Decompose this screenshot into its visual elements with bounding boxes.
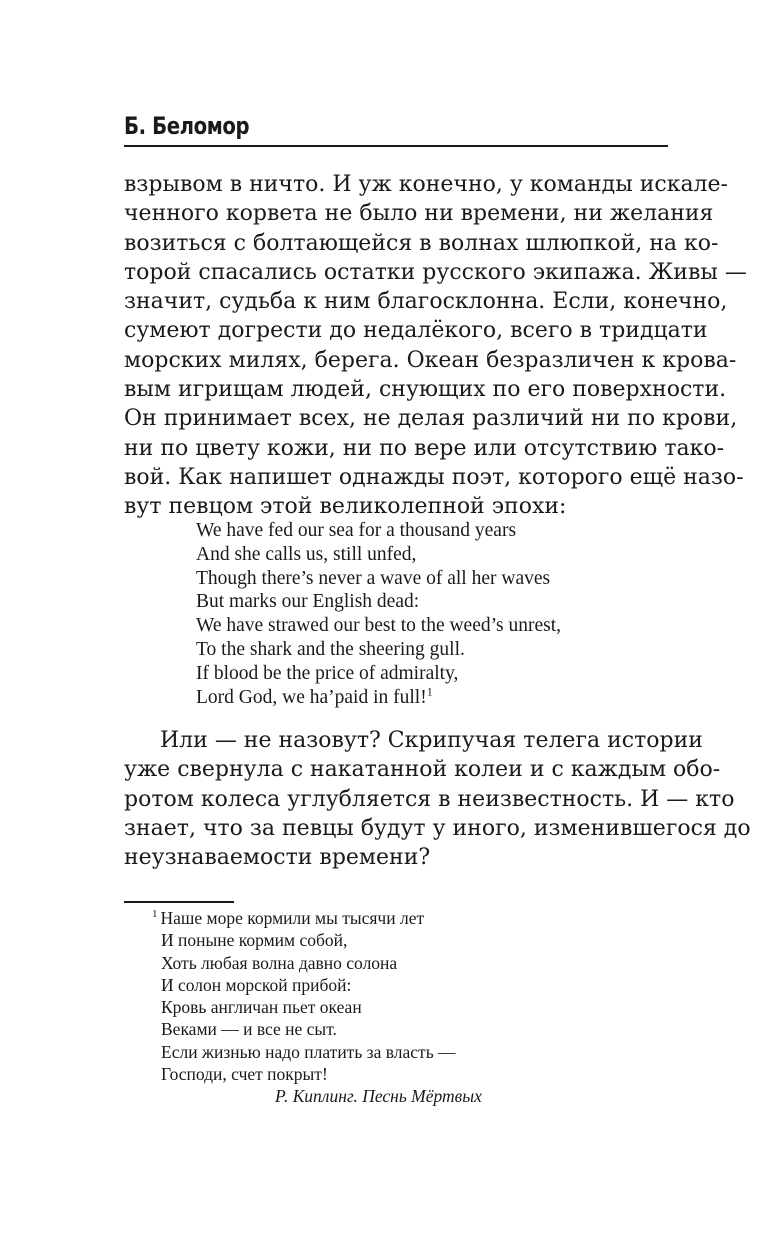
body-paragraph-2 xyxy=(124,726,751,872)
footnote-line: Господи, счет покрыт! xyxy=(161,1064,328,1085)
poem-line: Though there’s never a wave of all her waves xyxy=(196,567,551,589)
text-line: уже свернула с накатанной колеи и с каждым обо- xyxy=(124,757,721,783)
poem-line: And she calls us, still unfed, xyxy=(196,543,417,565)
text-line: вым игрищам людей, снующих по его поверхности. xyxy=(124,377,727,403)
text-line: вой. Как напишет однажды поэт, которого ещё назо- xyxy=(124,464,744,490)
text-line: неузнаваемости времени? xyxy=(124,845,431,871)
text-line: значит, судьба к ним благосклонна. Если, конечно, xyxy=(124,289,728,315)
footnote-line-text: Наше море кормили мы тысячи лет xyxy=(160,908,425,928)
running-head-author: Б. Беломор xyxy=(124,112,250,140)
poem-quote xyxy=(196,519,561,709)
footnote-line: И поныне кормим собой, xyxy=(161,930,348,951)
poem-line: We have strawed our best to the weed’s unrest, xyxy=(196,615,562,637)
text-line: ротом колеса углубляется в неизвестность. И — кто xyxy=(124,786,735,812)
footnote-line: Хоть любая волна давно солона xyxy=(161,952,398,973)
text-line: ни по цвету кожи, ни по вере или отсутствию тако- xyxy=(124,435,725,461)
poem-line: To the shark and the sheering gull. xyxy=(196,638,465,660)
footnote-marker: 1 xyxy=(152,908,158,921)
text-line: взрывом в ничто. И уж конечно, у команды искале- xyxy=(124,172,728,197)
footnote xyxy=(152,907,482,1108)
text-line: сумеют догрести до недалёкого, всего в тридцати xyxy=(124,318,708,344)
text-line: ченного корвета не было ни времени, ни желания xyxy=(124,201,714,227)
footnote-attribution: Р. Киплинг. Песнь Мёртвых xyxy=(275,1086,482,1107)
text-line: Или — не назовут? Скрипучая телега истории xyxy=(160,728,703,753)
header-rule xyxy=(124,145,668,147)
footnote-line: Если жизнью надо платить за власть — xyxy=(161,1041,456,1062)
poem-line-last xyxy=(196,686,561,710)
footnote-line: Кровь англичан пьет океан xyxy=(161,997,362,1018)
text-line: Он принимает всех, не делая различий ни по крови, xyxy=(124,406,738,432)
text-line: вут певцом этой великолепной эпохи: xyxy=(124,494,567,520)
text-line: морских милях, берега. Океан безразличен к крова- xyxy=(124,347,737,373)
text-line: знает, что за певцы будут у иного, изменившегося до xyxy=(124,815,751,841)
footnote-line-first xyxy=(152,907,482,929)
poem-line-text: Lord God, we ha’paid in full! xyxy=(196,686,427,708)
footnote-line: И солон морской прибой: xyxy=(161,974,352,995)
footnote-separator xyxy=(124,901,234,903)
footnote-reference[interactable]: 1 xyxy=(426,684,433,699)
footnote-line: Веками — и все не сыт. xyxy=(161,1019,337,1040)
poem-line: But marks our English dead: xyxy=(196,591,420,613)
poem-line: We have fed our sea for a thousand years xyxy=(196,520,517,541)
text-line: возиться с болтающейся в волнах шлюпкой, на ко- xyxy=(124,230,719,256)
body-paragraph-1 xyxy=(124,170,747,522)
poem-line: If blood be the price of admiralty, xyxy=(196,662,459,684)
text-line: торой спасались остатки русского экипажа. Живы — xyxy=(124,259,747,285)
